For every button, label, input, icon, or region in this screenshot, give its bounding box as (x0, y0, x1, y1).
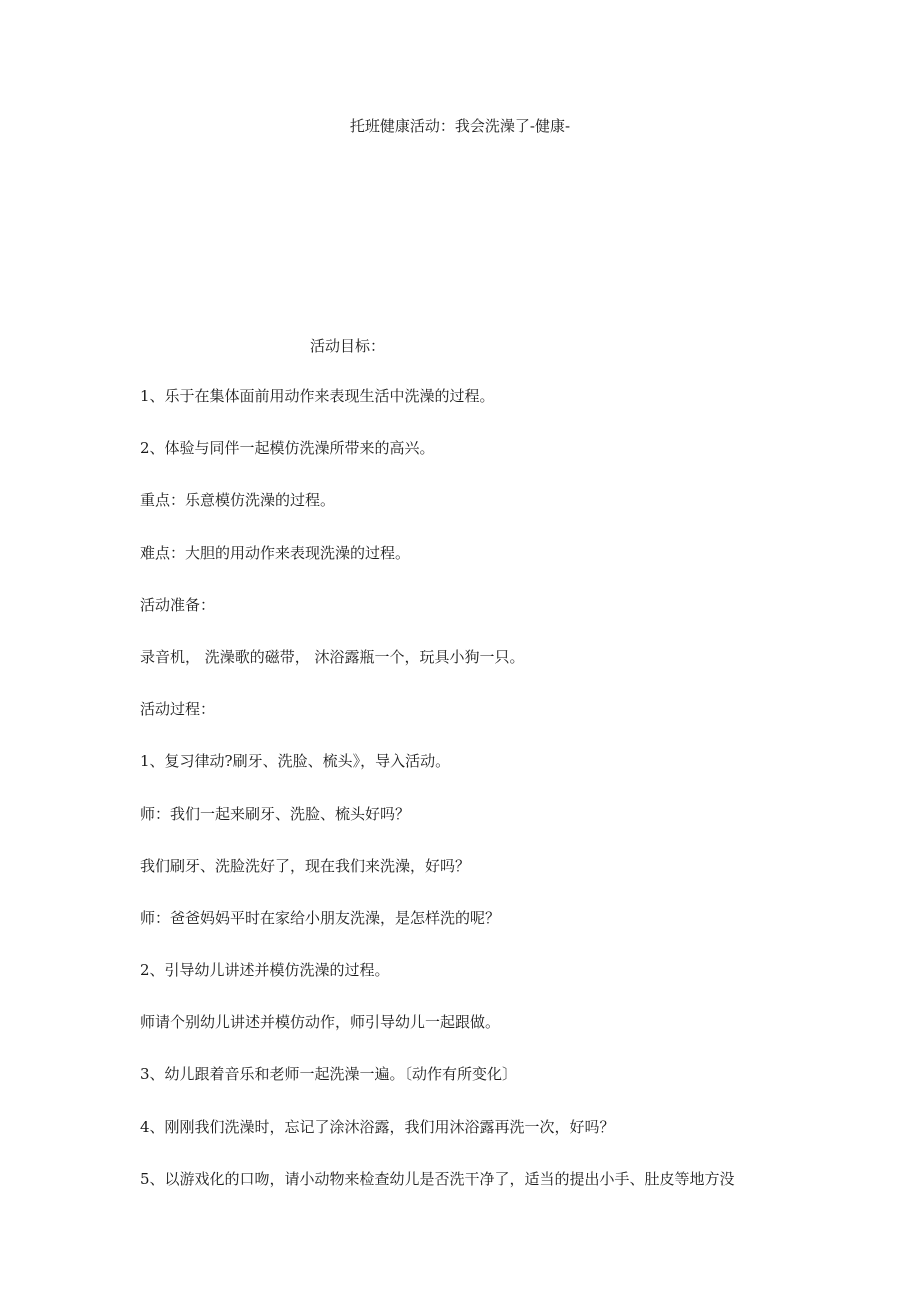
body-line: 1、乐于在集体面前用动作来表现生活中洗澡的过程。 (140, 387, 495, 405)
body-line: 4、刚刚我们洗澡时，忘记了涂沐浴露，我们用沐浴露再洗一次，好吗？ (140, 1117, 615, 1136)
body-line: 师：我们一起来刷牙、洗脸、梳头好吗？ (140, 804, 411, 823)
body-line: 师请个别幼儿讲述并模仿动作，师引导幼儿一起跟做。 (140, 1013, 501, 1032)
body-line: 2、体验与同伴一起模仿洗澡所带来的高兴。 (140, 439, 435, 458)
body-line: 5、以游戏化的口吻，请小动物来检查幼儿是否洗干净了，适当的提出小手、肚皮等地方没 (140, 1169, 735, 1188)
body-line: 活动过程： (140, 700, 216, 719)
body-line: 3、幼儿跟着音乐和老师一起洗澡一遍。〔动作有所变化〕 (140, 1065, 518, 1084)
section-heading-goals: 活动目标： (310, 337, 386, 355)
document-body (140, 386, 800, 1221)
body-line: 活动准备： (140, 595, 216, 614)
document-title: 托班健康活动：我会洗澡了-健康- (349, 117, 571, 135)
body-line: 我们刷牙、洗脸洗好了，现在我们来洗澡，好吗？ (140, 856, 471, 875)
body-line: 重点：乐意模仿洗澡的过程。 (140, 491, 336, 510)
body-line: 1、复习律动?刷牙、洗脸、梳头》，导入活动。 (140, 752, 451, 771)
body-line: 难点：大胆的用动作来表现洗澡的过程。 (140, 543, 411, 562)
body-line: 2、引导幼儿讲述并模仿洗澡的过程。 (140, 961, 390, 980)
body-line: 师：爸爸妈妈平时在家给小朋友洗澡，是怎样洗的呢？ (140, 908, 501, 927)
body-line: 录音机， 洗澡歌的磁带， 沐浴露瓶一个，玩具小狗一只。 (140, 647, 525, 666)
